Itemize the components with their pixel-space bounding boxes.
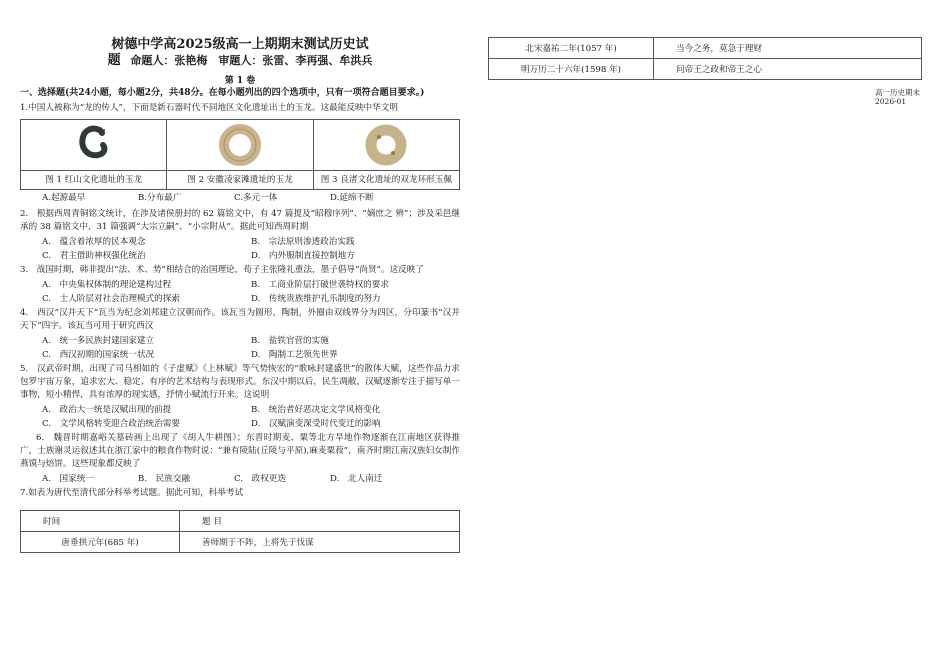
q5-option-a[interactable]: A. 政治大一统是汉赋出现的前提: [42, 405, 172, 415]
q1-option-d[interactable]: D.延绵不断: [330, 193, 374, 203]
q6-option-a[interactable]: A. 国家统一: [42, 474, 94, 484]
figure-2-caption: 图 2 安徽凌家滩遗址的玉龙: [167, 170, 312, 189]
q6-option-b[interactable]: B. 民族交融: [138, 474, 191, 484]
question-7: 7.如表为唐代至清代部分科举考试题。据此可知，科举考试: [20, 488, 244, 498]
table-row: [21, 532, 460, 553]
right-column: [488, 37, 922, 80]
figure-2: [167, 120, 313, 190]
header-topic: 题 目: [180, 511, 460, 532]
footer-date: 2026-01: [875, 97, 907, 106]
q3-option-c[interactable]: C. 士人阶层对社会治理模式的探索: [42, 294, 180, 304]
q5-options: [20, 403, 460, 431]
q1-option-b[interactable]: B.分布最广: [138, 193, 182, 203]
row-time: 唐垂拱元年(685 年): [21, 532, 180, 553]
volume-label: 第 1 卷: [224, 76, 256, 86]
table-row: [489, 59, 922, 80]
q5-option-d[interactable]: D. 汉赋演变深受时代变迁的影响: [251, 419, 381, 429]
row-time: 明万历二十六年(1598 年): [489, 59, 654, 80]
q4-option-c[interactable]: C. 西汉初期的国家统一状况: [42, 350, 155, 360]
question-5: 5. 汉武帝时期，出现了司马相如的《子虚赋》《上林赋》等气势恢宏的“歌咏封建盛世”的散体大赋，这些作品力求包罗宇宙万象，追求宏大、稳定、有序的艺术结构与表现形式。东汉中期以后，民生凋敝，汉赋逐渐专注于描写单一事物，短小精悍，具有浓厚的现实感，抒情小赋流行开来。这说明: [20, 364, 460, 400]
authors-text: 命题人：张艳梅 审题人：张雷、李再强、牟洪兵: [130, 54, 373, 67]
q4-options: [20, 334, 460, 362]
table-header-row: [21, 511, 460, 532]
q2-option-c[interactable]: C. 君主借助神权强化统治: [42, 251, 146, 261]
q2-option-a[interactable]: A. 蕴含着浓厚的民本观念: [42, 237, 146, 247]
exam-title-line2: 题: [107, 53, 121, 68]
row-topic: 当今之务，莫急于理财: [654, 38, 922, 59]
question-2: 2. 根据西周青铜铭文统计，在涉及诸侯册封的 62 篇铭文中，有 47 篇提及“昭穆序列”、“嫡庶之 辨”；涉及采邑继承的 38 篇铭文中，31 篇强调“大宗立嗣”、“小宗附从”。据此可知西周时期: [20, 209, 460, 232]
q5-option-c[interactable]: C. 文学风格转变迎合政治统治需要: [42, 419, 180, 429]
page-footer: [875, 88, 920, 106]
figure-3: [313, 120, 459, 190]
q5-option-b[interactable]: B. 统治者好恶决定文学风格变化: [251, 405, 381, 415]
exam-title-line1: 树德中学高2025级高一上期期末测试历史试: [111, 37, 369, 52]
authors-line: [20, 53, 460, 69]
q3-option-b[interactable]: B. 工商业阶层打破世袭特权的要求: [251, 280, 389, 290]
double-dragon-pendant-image: [314, 120, 459, 170]
exam-topics-table-cont: [488, 37, 922, 80]
footer-subject: 高一历史期末: [875, 88, 920, 97]
q4-option-b[interactable]: B. 盐铁官营的实施: [251, 336, 329, 346]
jade-ring-image: [167, 120, 312, 170]
section-heading: 一、选择题(共24小题，每小题2分，共48分。在每小题列出的四个选项中，只有一项符合题目要求。): [20, 88, 425, 98]
jade-dragon-c-image: [21, 120, 166, 170]
q6-option-c[interactable]: C. 政权更迭: [234, 474, 286, 484]
q3-option-a[interactable]: A. 中央集权体制的理论建构过程: [42, 280, 172, 290]
question-4: 4. 西汉“汉并天下”瓦当为纪念刘邦建立汉朝而作。该瓦当为圆形，陶制，外圈由双线界分为四区，分印篆书“汉并天下”四字。该瓦当可用于研究西汉: [20, 308, 460, 331]
q2-option-d[interactable]: D. 内外服制直接控制地方: [251, 251, 355, 261]
exam-topics-table: [20, 510, 460, 553]
question-1: 1.中国人被称为“龙的传人”，下面是新石器时代不同地区文化遗址出土的玉龙。这最能反映中华文明: [20, 103, 398, 113]
q3-option-d[interactable]: D. 传统贵族维护礼乐制度的努力: [251, 294, 381, 304]
row-topic: 善师期于不阵，上将先于伐谋: [180, 532, 460, 553]
q1-option-a[interactable]: A.起源最早: [42, 193, 86, 203]
left-column: [20, 36, 460, 553]
question-3: 3. 战国时期，韩非提出“法、术、势”相结合的治国理论，荀子主张隆礼重法，墨子倡导“尚贤”。这反映了: [20, 265, 424, 275]
q2-option-b[interactable]: B. 宗法原则渗透政治实践: [251, 237, 355, 247]
q6-options: [20, 472, 460, 486]
q3-options: [20, 278, 460, 306]
row-time: 北宋嘉祐二年(1057 年): [489, 38, 654, 59]
q6-option-d[interactable]: D. 北人南迁: [330, 474, 383, 484]
figure-table: [20, 119, 460, 190]
figure-1-caption: 图 1 红山文化遗址的玉龙: [21, 170, 166, 189]
header-time: 时间: [21, 511, 180, 532]
q2-options: [20, 235, 460, 263]
q4-option-a[interactable]: A. 统一多民族封建国家建立: [42, 336, 155, 346]
figure-1: [21, 120, 167, 190]
q4-option-d[interactable]: D. 陶制工艺领先世界: [251, 350, 338, 360]
table-row: [489, 38, 922, 59]
figure-3-caption: 图 3 良渚文化遗址的双龙环形玉佩: [314, 170, 459, 189]
exam-title: [20, 36, 460, 53]
row-topic: 问帝王之政和帝王之心: [654, 59, 922, 80]
q1-options: [20, 191, 460, 205]
question-6: 6. 魏晋时期嘉峪关墓砖画上出现了《胡人牛耕图》；东晋时期麦、粟等北方旱地作物逐渐在江南地区获得推广，士族谢灵运叙述其在浙江家中的粮食作物时说：“兼有陵陆(丘陵与平原),麻麦粟菽”，南齐时期江南汉族妇女制作燕馍与焙饼。这些现象都反映了: [20, 433, 460, 469]
q1-option-c[interactable]: C.多元一体: [234, 193, 278, 203]
